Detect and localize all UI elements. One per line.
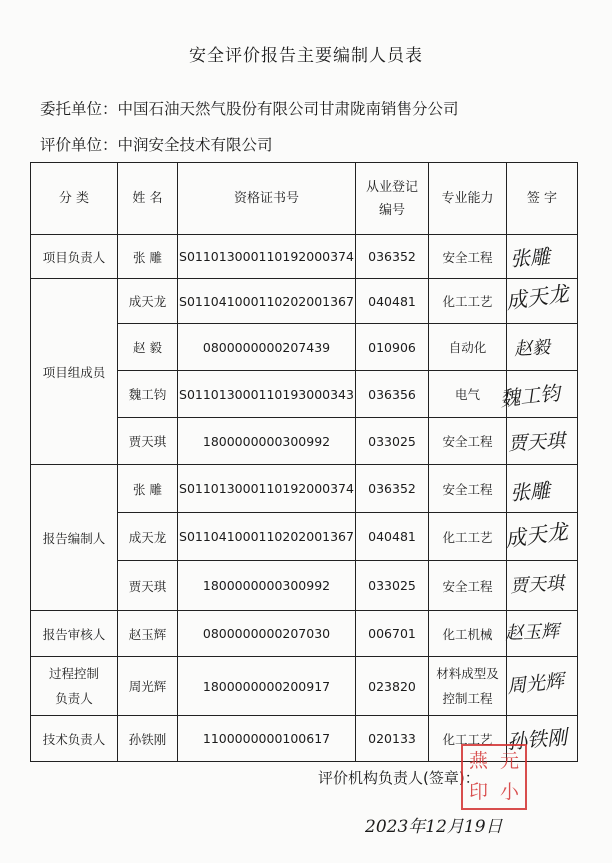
reg-cell: 033025	[356, 561, 429, 611]
name-cell: 赵玉辉	[118, 611, 178, 657]
name-cell: 张 雕	[118, 465, 178, 513]
table-row	[31, 235, 578, 279]
reg-cell: 023820	[356, 657, 429, 716]
ability-cell: 安全工程	[429, 418, 507, 465]
handwritten-signature: 张雕	[509, 478, 551, 505]
stamp-char: 元	[499, 750, 519, 772]
signing-date: 2023年12月19日	[365, 817, 503, 837]
table-header-row	[31, 163, 578, 235]
reg-cell: 036356	[356, 371, 429, 418]
cert-cell: 1800000000300992	[178, 561, 356, 611]
document-title: 安全评价报告主要编制人员表	[189, 46, 423, 66]
table-row	[31, 657, 578, 716]
red-seal-stamp	[461, 744, 527, 810]
name-cell: 成天龙	[118, 279, 178, 324]
cert-cell: S011041000110202001367	[178, 513, 356, 561]
table-row	[31, 611, 578, 657]
handwritten-signature: 张雕	[509, 244, 551, 271]
reg-cell: 006701	[356, 611, 429, 657]
agency-head-signature-label: 评价机构负责人(签章)：	[318, 769, 480, 787]
name-cell: 孙铁刚	[118, 716, 178, 762]
ability-cell: 安全工程	[429, 561, 507, 611]
handwritten-signature: 周光辉	[506, 670, 566, 698]
table-row	[31, 279, 578, 324]
cert-cell: S011013000110192000374	[178, 465, 356, 513]
ability-cell: 安全工程	[429, 465, 507, 513]
reg-cell: 033025	[356, 418, 429, 465]
name-cell: 贾天琪	[118, 418, 178, 465]
ability-cell: 材料成型及 控制工程	[429, 657, 507, 716]
cert-cell: 0800000000207030	[178, 611, 356, 657]
cert-cell: S011013000110193000343	[178, 371, 356, 418]
cert-cell: 0800000000207439	[178, 324, 356, 371]
handwritten-signature: 贾天琪	[507, 430, 566, 455]
header-signature: 签 字	[507, 163, 578, 235]
header-reg-no: 从业登记 编号	[356, 163, 429, 235]
cert-cell: S011041000110202001367	[178, 279, 356, 324]
group-report-writers: 报告编制人	[31, 465, 118, 611]
group-report-reviewer: 报告审核人	[31, 611, 118, 657]
ability-cell: 化工机械	[429, 611, 507, 657]
name-cell: 成天龙	[118, 513, 178, 561]
ability-cell: 化工工艺	[429, 279, 507, 324]
reg-cell: 036352	[356, 465, 429, 513]
name-cell: 赵 毅	[118, 324, 178, 371]
header-cert: 资格证书号	[178, 163, 356, 235]
reg-cell: 040481	[356, 279, 429, 324]
reg-cell: 020133	[356, 716, 429, 762]
reg-cell: 040481	[356, 513, 429, 561]
stamp-char: 燕	[468, 750, 488, 772]
stamp-char: 小	[499, 781, 519, 803]
reg-cell: 010906	[356, 324, 429, 371]
cert-cell: 1800000000200917	[178, 657, 356, 716]
handwritten-signature: 赵毅	[513, 337, 551, 360]
ability-cell: 化工工艺	[429, 513, 507, 561]
personnel-table	[30, 162, 578, 762]
group-process-control: 过程控制 负责人	[31, 657, 118, 716]
ability-cell: 安全工程	[429, 235, 507, 279]
ability-cell: 电气	[429, 371, 507, 418]
name-cell: 贾天琪	[118, 561, 178, 611]
ability-cell: 化工工艺	[429, 716, 507, 762]
handwritten-signature: 贾天琪	[509, 573, 565, 597]
reg-cell: 036352	[356, 235, 429, 279]
name-cell: 魏工钧	[118, 371, 178, 418]
group-project-leader: 项目负责人	[31, 235, 118, 279]
client-unit: 委托单位：中国石油天然气股份有限公司甘肃陇南销售分公司	[40, 100, 459, 118]
group-project-members: 项目组成员	[31, 279, 118, 465]
name-cell: 张 雕	[118, 235, 178, 279]
name-cell: 周光辉	[118, 657, 178, 716]
table-row	[31, 465, 578, 513]
handwritten-signature: 成天龙	[503, 519, 570, 552]
header-category: 分 类	[31, 163, 118, 235]
cert-cell: S011013000110192000374	[178, 235, 356, 279]
stamp-char: 印	[468, 781, 488, 803]
header-ability: 专业能力	[429, 163, 507, 235]
header-name: 姓 名	[118, 163, 178, 235]
cert-cell: 1100000000100617	[178, 716, 356, 762]
handwritten-signature: 孙铁刚	[506, 724, 568, 754]
handwritten-signature: 成天龙	[504, 281, 571, 314]
evaluator-unit: 评价单位：中润安全技术有限公司	[40, 136, 273, 154]
cert-cell: 1800000000300992	[178, 418, 356, 465]
ability-cell: 自动化	[429, 324, 507, 371]
handwritten-signature: 魏工钧	[498, 380, 562, 411]
handwritten-signature: 赵玉辉	[504, 621, 560, 644]
group-tech-leader: 技术负责人	[31, 716, 118, 762]
